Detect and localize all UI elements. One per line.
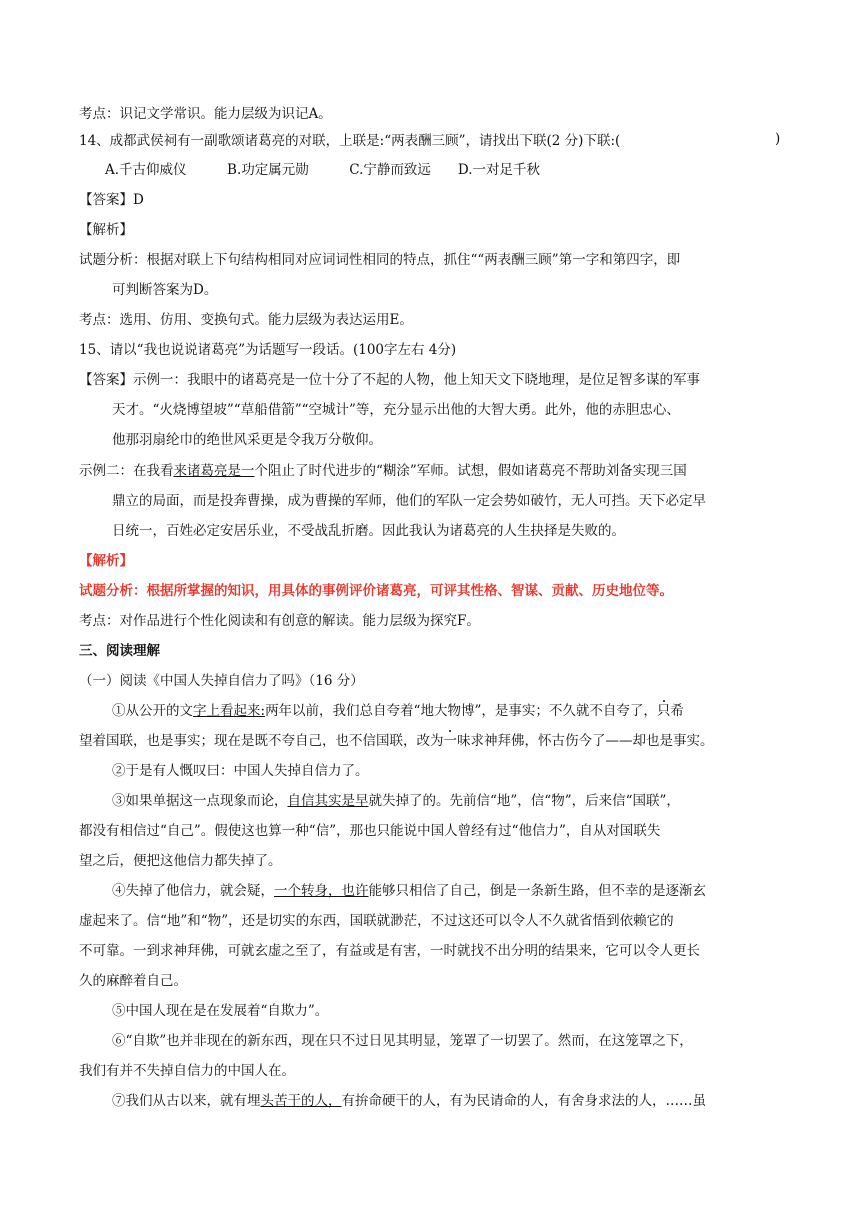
q15-example2-line2: 鼎立的局面，而是投奔曹操，成为曹操的军师，他们的军队一定会势如破竹，无人可挡。天下必定早	[112, 493, 706, 509]
q14-answer: 【答案】D	[79, 192, 144, 208]
underlined-phrase: 来诸葛亮是一	[173, 463, 255, 479]
para1-line1: ①从公开的文字上看起来:两年以前，我们总自夸着“地大物博”，是事实；不久就不自夸了，只希	[112, 703, 684, 719]
underlined-phrase: 字上看起来:	[193, 703, 266, 719]
q14-jiexi: 【解析】	[79, 222, 133, 238]
para3-line3: 望之后，便把这他信力都失掉了。	[79, 853, 282, 869]
q15-question: 15、请以“我也说说诸葛亮”为话题写一段话。(100字左右 4分)	[79, 342, 457, 358]
q14-options: A.千古仰威仪 B.功定属元勋 C.宁静而致远 D.一对足千秋	[105, 162, 541, 178]
para4-line1: ④失掉了他信力，就会疑，一个转身，也许能够只相信了自己，倒是一条新生路，但不幸的是逐渐玄	[112, 883, 706, 899]
para2: ②于是有人慨叹曰：中国人失掉自信力了。	[112, 763, 369, 779]
q15-kaodian: 考点：对作品进行个性化阅读和有创意的解读。能力层级为探究F。	[79, 613, 480, 629]
para7-line1: ⑦我们从古以来，就有埋头苦干的人，有拚命硬干的人，有为民请命的人，有舍身求法的人，……虽	[112, 1093, 706, 1109]
q14-kaodian: 考点：选用、仿用、变换句式。能力层级为表达运用E。	[79, 312, 413, 328]
para3-line1: ③如果单据这一点现象而论，自信其实是早就失掉了的。先前信“地”，信“物”，后来信“国联”，	[112, 793, 680, 809]
para6-line1: ⑥“自欺”也并非现在的新东西，现在只不过日见其明显，笼罩了一切罢了。然而，在这笼罩之下，	[112, 1033, 693, 1049]
q14-analysis-line2: 可判断答案为D。	[112, 282, 218, 298]
q15-jiexi: 【解析】	[79, 553, 133, 569]
para6-line2: 我们有并不失掉自信力的中国人在。	[79, 1063, 295, 1079]
section3-title: 三、阅读理解	[79, 643, 160, 659]
q15-example2-line1: 示例二：在我看来诸葛亮是一个阻止了时代进步的“糊涂”军师。试想，假如诸葛亮不帮助刘备实现三国	[79, 463, 687, 479]
q14-paren-close: )	[775, 131, 781, 147]
underlined-phrase: 头苦干的人，	[260, 1093, 342, 1109]
q13-kaodian: 考点：识记文学常识。能力层级为识记A。	[79, 106, 332, 122]
underlined-phrase: 一个转身，也许	[274, 883, 369, 899]
para5: ⑤中国人现在是在发展着“自欺力”。	[112, 1003, 329, 1019]
para3-line2: 都没有相信过“自己”。假使这也算一种“信”，那也只能说中国人曾经有过“他信力”，自从对国联失	[79, 823, 661, 839]
q15-answer-line1: 【答案】示例一：我眼中的诸葛亮是一位十分了不起的人物，他上知天文下晓地理，是位足智多谋的军事	[79, 372, 700, 388]
q15-answer-line3: 他那羽扇纶巾的绝世风采更是令我万分敬仰。	[112, 432, 382, 448]
section3-subtitle: （一）阅读《中国人失掉自信力了吗》（16 分）	[79, 673, 364, 689]
para4-line3: 不可靠。一到求神拜佛，可就玄虚之至了，有益或是有害，一时就找不出分明的结果来，它可以令人更长	[79, 943, 700, 959]
q15-answer-line2: 天才。“火烧博望坡”“草船借箭”“空城计”等，充分显示出他的大智大勇。此外，他的赤胆忠心、	[112, 402, 680, 418]
emphasis-dot-char: 只	[656, 703, 671, 719]
q14-question: 14、成都武侯祠有一副歌颂诸葛亮的对联，上联是:“两表酬三顾”，请找出下联(2 分)下联:(	[79, 133, 621, 149]
para4-line2: 虚起来了。信“地”和“物”，还是切实的东西，国联就渺茫，不过这还可以令人不久就省悟到依赖它的	[79, 913, 674, 929]
para1-line2: 望着国联，也是事实；现在是既不夸自己，也不信国联，改为一味求神拜佛，怀古伤今了——却也是事实。	[79, 733, 714, 749]
q14-analysis-line1: 试题分析：根据对联上下句结构相同对应词词性相同的特点，抓住““两表酬三顾”第一字和第四字，即	[79, 252, 681, 268]
para4-line4: 久的麻醉着自己。	[79, 973, 187, 989]
emphasis-dot-char: 一	[443, 733, 457, 749]
q15-analysis: 试题分析：根据所掌握的知识，用具体的事例评价诸葛亮，可评其性格、智谋、贡献、历史地位等。	[79, 583, 673, 599]
q15-example2-line3: 日统一，百姓必定安居乐业，不受战乱折磨。因此我认为诸葛亮的人生抉择是失败的。	[112, 523, 625, 539]
underlined-phrase: 自信其实是早	[287, 793, 369, 809]
